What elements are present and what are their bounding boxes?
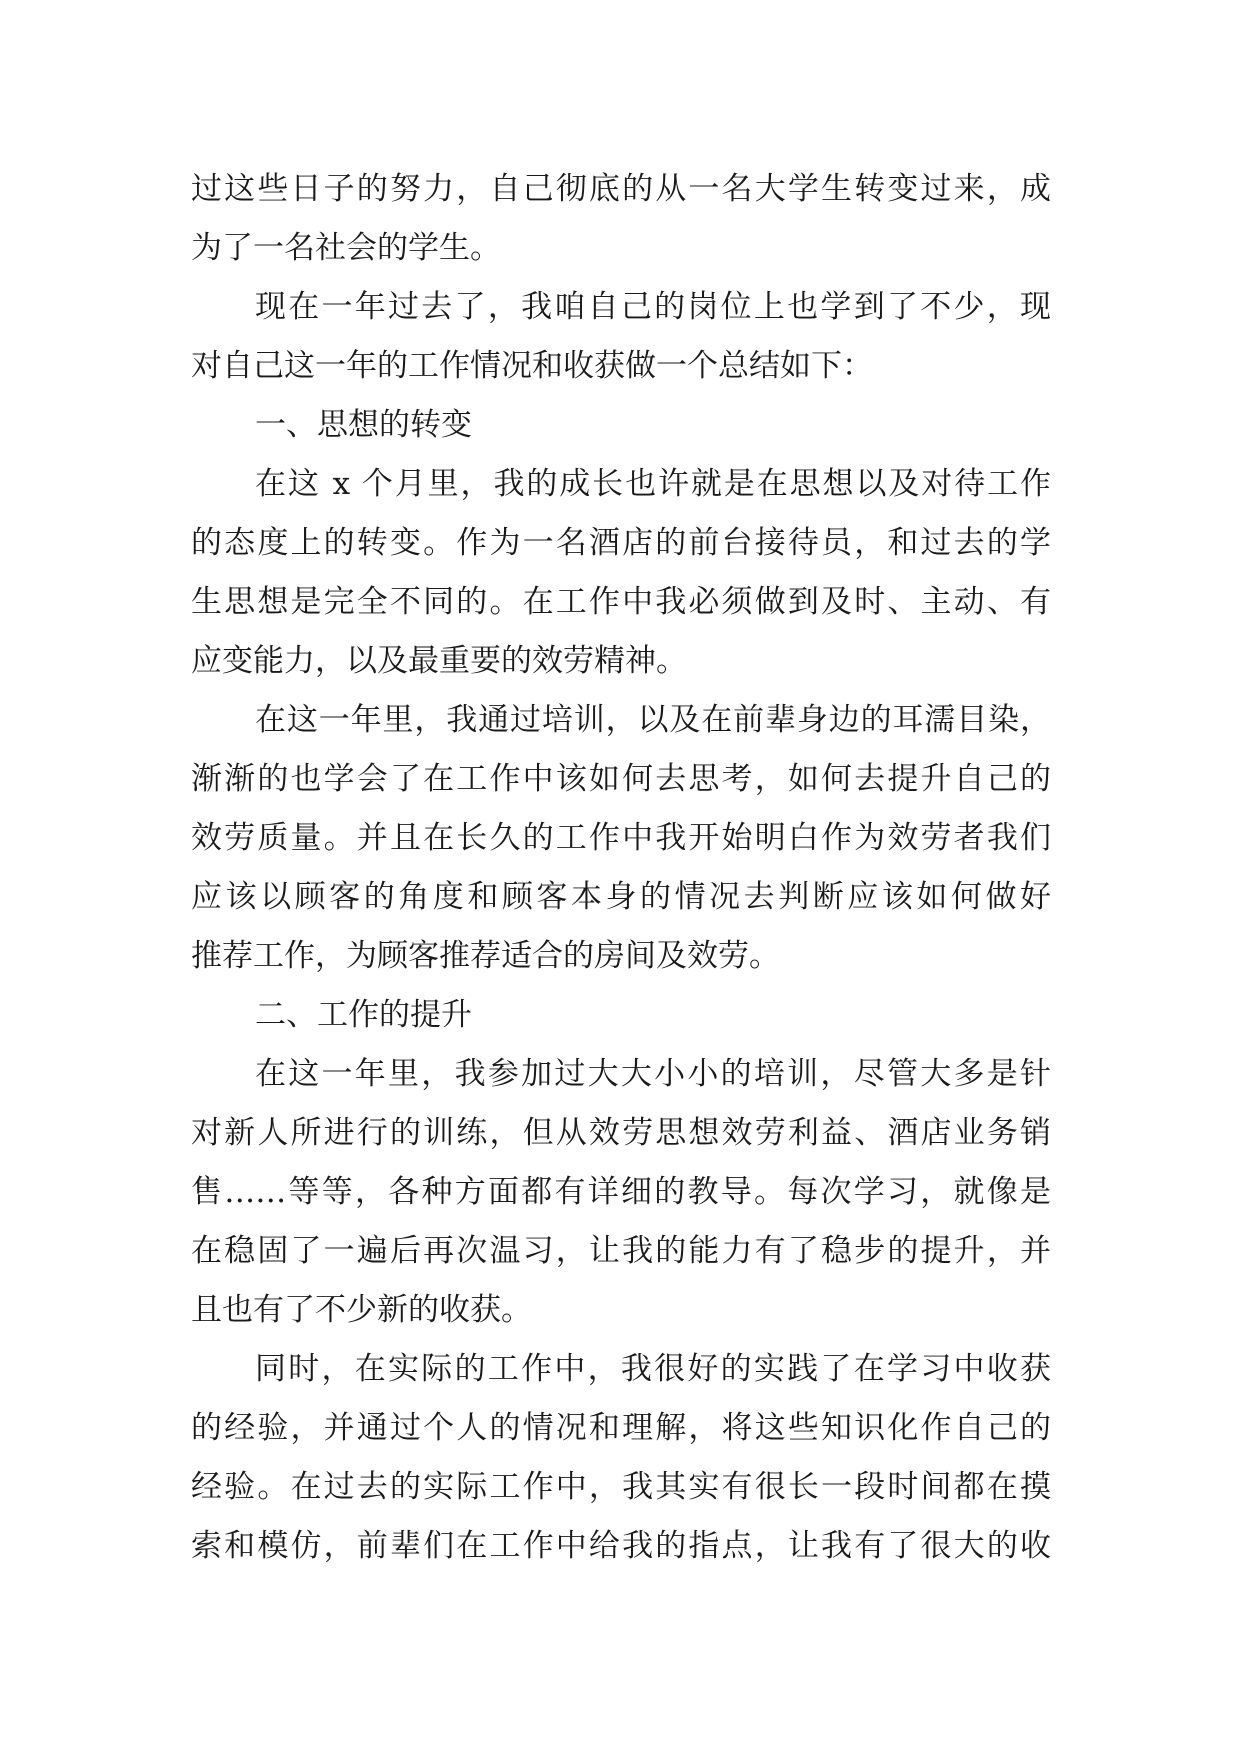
text-line: 对自己这一年的工作情况和收获做一个总结如下： xyxy=(191,348,873,384)
text-line: 应该以顾客的角度和顾客本身的情况去判断应该如何做好 xyxy=(191,879,1051,915)
text-line: 售……等等，各种方面都有详细的教导。每次学习，就像是 xyxy=(191,1174,1051,1210)
text-line: 推荐工作，为顾客推荐适合的房间及效劳。 xyxy=(191,938,780,974)
text-line: 索和模仿，前辈们在工作中给我的指点，让我有了很大的收 xyxy=(191,1528,1051,1564)
text-line: 的态度上的转变。作为一名酒店的前台接待员，和过去的学 xyxy=(191,525,1051,561)
text-line: 生思想是完全不同的。在工作中我必须做到及时、主动、有 xyxy=(191,584,1051,620)
text-line: 应变能力，以及最重要的效劳精神。 xyxy=(191,643,687,679)
text-line: 效劳质量。并且在长久的工作中我开始明白作为效劳者我们 xyxy=(191,820,1051,856)
text-line: 同时，在实际的工作中，我很好的实践了在学习中收获 xyxy=(255,1351,1051,1387)
text-line: 对新人所进行的训练，但从效劳思想效劳利益、酒店业务销 xyxy=(191,1115,1051,1151)
text-line: 在稳固了一遍后再次温习，让我的能力有了稳步的提升，并 xyxy=(191,1233,1051,1269)
text-line: 在这 x 个月里，我的成长也许就是在思想以及对待工作 xyxy=(255,466,1051,502)
text-line: 过这些日子的努力，自己彻底的从一名大学生转变过来，成 xyxy=(191,171,1051,207)
text-line: 现在一年过去了，我咱自己的岗位上也学到了不少，现 xyxy=(255,289,1051,325)
text-line: 一、思想的转变 xyxy=(255,407,472,443)
text-line: 的经验，并通过个人的情况和理解，将这些知识化作自己的 xyxy=(191,1410,1051,1446)
document-body xyxy=(191,160,1051,1576)
text-line: 经验。在过去的实际工作中，我其实有很长一段时间都在摸 xyxy=(191,1469,1051,1505)
text-line: 且也有了不少新的收获。 xyxy=(191,1292,532,1328)
text-line: 在这一年里，我参加过大大小小的培训，尽管大多是针 xyxy=(255,1056,1051,1092)
text-line: 渐渐的也学会了在工作中该如何去思考，如何去提升自己的 xyxy=(191,761,1051,797)
text-line: 在这一年里，我通过培训，以及在前辈身边的耳濡目染， xyxy=(255,702,1051,738)
text-line: 二、工作的提升 xyxy=(255,997,472,1033)
text-line: 为了一名社会的学生。 xyxy=(191,230,501,266)
